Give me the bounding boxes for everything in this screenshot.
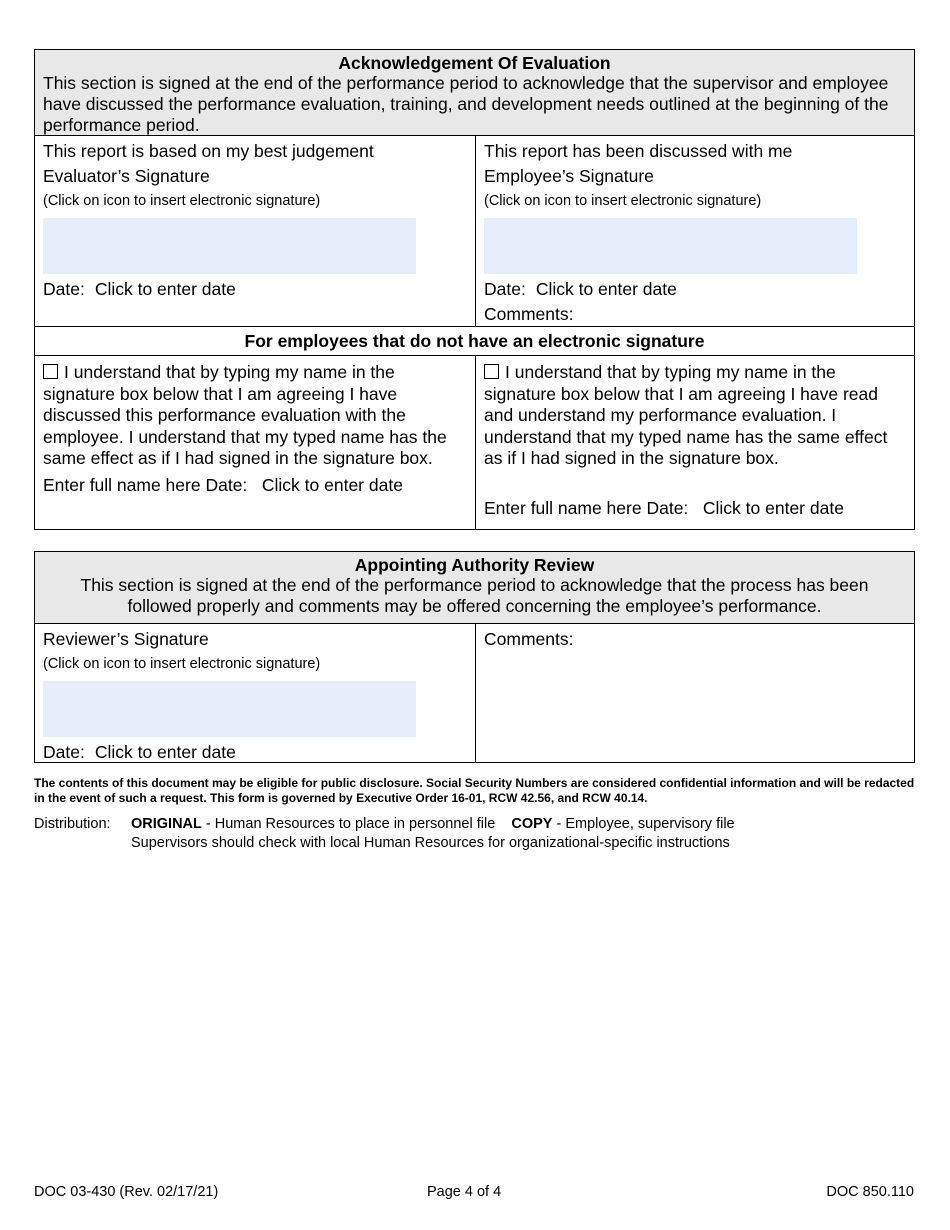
evaluator-date-line (43, 277, 467, 302)
copy-text: - Employee, supervisory file (552, 816, 735, 832)
evaluator-signature-hint: (Click on icon to insert electronic signature) (43, 193, 321, 209)
employee-date-line (484, 277, 906, 302)
evaluator-statement: This report is based on my best judgement (43, 141, 374, 161)
reviewer-signature-hint: (Click on icon to insert electronic signature) (43, 656, 321, 672)
no-esig-evaluator-text: I understand that by typing my name in the signature box below that I am agreeing I have discussed this performance evaluation with the employee. I understand that my typed name has the same effect as if I had signed in the signature box. (43, 362, 447, 468)
appointing-section (34, 551, 915, 763)
original-label: ORIGINAL (131, 816, 202, 832)
original-text: - Human Resources to place in personnel file (201, 816, 496, 832)
acknowledgement-title: Acknowledgement Of Evaluation (338, 53, 611, 73)
evaluator-name-field[interactable]: Enter full name here (43, 474, 201, 495)
disclosure-note: The contents of this document may be eligible for public disclosure. Social Security Numbers are considered confidential information and will be redacted in the event of such a request. This form is governed by Executive Order 16-01, RCW 42.56, and RCW 40.14. (34, 776, 915, 805)
employee-comments-field[interactable]: Comments: (484, 304, 574, 324)
reviewer-signature-box[interactable] (43, 681, 416, 737)
reviewer-date-label: Date: (43, 742, 85, 762)
acknowledgement-header (35, 50, 914, 136)
employee-name-field[interactable]: Enter full name here (484, 498, 642, 518)
employee-signature-box[interactable] (484, 218, 857, 274)
acknowledgement-section (34, 49, 915, 530)
employee-date-field[interactable]: Click to enter date (535, 279, 677, 299)
evaluator-date-label: Date: (43, 279, 85, 299)
no-esig-employee-name-line (484, 496, 906, 521)
employee-signature-label: Employee’s Signature (484, 166, 654, 186)
no-esig-row (35, 356, 914, 530)
evaluator-signature-label: Evaluator’s Signature (43, 166, 210, 186)
no-esig-evaluator-statement (43, 362, 467, 470)
no-esig-evaluator-column (35, 356, 475, 530)
evaluator-date-field[interactable]: Click to enter date (94, 279, 236, 299)
evaluator-column (35, 136, 475, 326)
distribution-label: Distribution: (34, 816, 111, 832)
distribution-note: Supervisors should check with local Human Resources for organizational-specific instructions (131, 835, 730, 851)
acknowledgement-description: This section is signed at the end of the performance period to acknowledge that the supervisor and employee have discussed the performance evaluation, training, and development needs outlined at the beginning of the performance period. (43, 73, 889, 135)
page-number: Page 4 of 4 (427, 1184, 502, 1200)
no-esig-employee-text: I understand that by typing my name in the signature box below that I am agreeing I have read and understand my performance evaluation. I understand that my typed name has the same effect as if I had signed in the signature box. (484, 362, 888, 468)
evaluator-typed-date-label: Date: (205, 474, 248, 495)
no-esig-employee-statement (484, 362, 906, 496)
reviewer-comments-column (475, 624, 914, 762)
evaluator-typed-date-field[interactable]: Click to enter date (261, 474, 403, 495)
employee-signature-hint: (Click on icon to insert electronic signature) (484, 193, 762, 209)
appointing-header (35, 552, 914, 624)
reviewer-comments-field[interactable]: Comments: (484, 629, 574, 649)
employee-column (475, 136, 914, 326)
reviewer-date-line (43, 740, 467, 765)
evaluator-signature-box[interactable] (43, 218, 416, 274)
no-esig-title: For employees that do not have an electronic signature (35, 326, 914, 356)
copy-label: COPY (511, 816, 553, 832)
employee-typed-date-label: Date: (646, 498, 689, 518)
employee-date-label: Date: (484, 279, 526, 299)
appointing-description: This section is signed at the end of the performance period to acknowledge that the process has been followed properly and comments may be offered concerning the employee’s performance. (80, 575, 869, 616)
employee-agree-checkbox[interactable] (484, 364, 499, 379)
reviewer-date-field[interactable]: Click to enter date (94, 742, 236, 762)
distribution-block (34, 815, 735, 853)
employee-typed-date-field[interactable]: Click to enter date (702, 498, 844, 518)
reviewer-column (35, 624, 475, 762)
signature-row (35, 136, 914, 326)
policy-number: DOC 850.110 (826, 1184, 914, 1200)
no-esig-employee-column (475, 356, 914, 530)
appointing-row (35, 624, 914, 762)
distribution-line (34, 815, 735, 834)
appointing-title: Appointing Authority Review (354, 555, 595, 575)
employee-statement: This report has been discussed with me (484, 141, 793, 161)
evaluator-agree-checkbox[interactable] (43, 364, 58, 379)
reviewer-signature-label: Reviewer’s Signature (43, 629, 209, 649)
no-esig-evaluator-name-line (43, 473, 467, 498)
form-number: DOC 03-430 (Rev. 02/17/21) (34, 1184, 219, 1200)
